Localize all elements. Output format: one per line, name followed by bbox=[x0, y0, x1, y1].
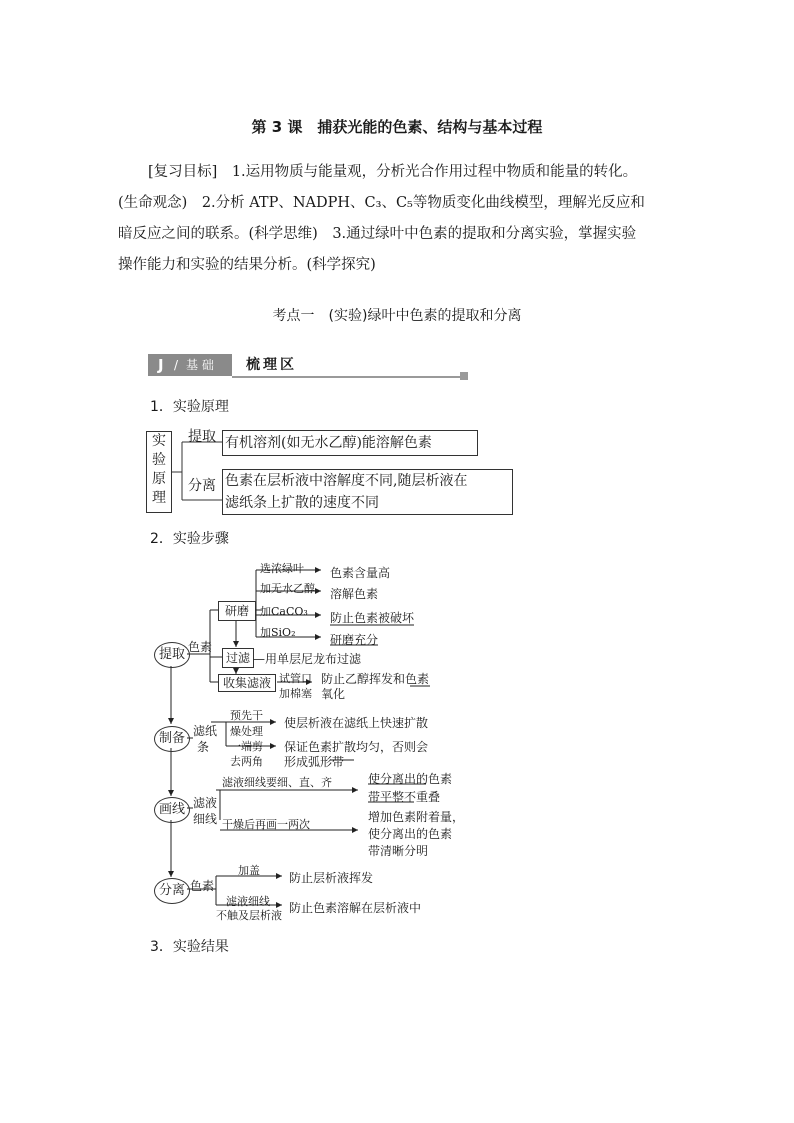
step-node-label: 分离 bbox=[158, 883, 185, 898]
filter-note: —用单层尼龙布过滤 bbox=[253, 652, 362, 666]
step-node-draw bbox=[154, 797, 190, 823]
step-node-separate bbox=[154, 878, 190, 904]
review-goals-line-4: 操作能力和实验的结果分析。(科学探究) bbox=[118, 257, 376, 273]
collect-result-1: 防止乙醇挥发和色素 bbox=[321, 672, 430, 686]
lesson-title: 第 3 课 捕获光能的色素、结构与基本过程 bbox=[251, 118, 543, 136]
extract-result: 溶解色素 bbox=[330, 587, 379, 601]
heading-principle: 1．实验原理 bbox=[150, 399, 229, 415]
step-node-label: 制备 bbox=[158, 731, 185, 746]
extract-branch-label: 色素 bbox=[188, 640, 213, 654]
principle-separate-line-1: 色素在层析液中溶解度不同,随层析液在 bbox=[225, 473, 468, 489]
banner-tag-letter: J bbox=[158, 356, 164, 374]
principle-extract-text: 有机溶剂(如无水乙醇)能溶解色素 bbox=[225, 435, 432, 451]
draw-cond-1: 滤液细线要细、直、齐 bbox=[222, 776, 332, 789]
prepare-result-2a: 保证色素扩散均匀，否则会 bbox=[284, 740, 429, 754]
collect-result-2: 氧化 bbox=[321, 687, 346, 701]
principle-root-char: 验 bbox=[152, 452, 166, 468]
collect-label: 收集滤液 bbox=[222, 676, 271, 690]
filter-label: 过滤 bbox=[225, 651, 250, 665]
draw-result-2b: 使分离出的色素 bbox=[368, 827, 453, 841]
principle-separate-label: 分离 bbox=[188, 478, 216, 494]
step-node-label: 画线 bbox=[158, 802, 185, 817]
prepare-branch-2: 条 bbox=[197, 740, 210, 754]
draw-branch-1: 滤液 bbox=[193, 796, 218, 810]
grind-label: 研磨 bbox=[224, 604, 249, 618]
extract-result: 色素含量高 bbox=[330, 566, 391, 580]
draw-result-1b: 带平整不重叠 bbox=[368, 790, 441, 804]
review-goals-line-2: (生命观念) 2.分析 ATP、NADPH、C₃、C₅等物质变化曲线模型，理解光反应和 bbox=[118, 195, 645, 211]
filter-box bbox=[222, 648, 254, 668]
principle-separate-line-2: 滤纸条上扩散的速度不同 bbox=[225, 495, 379, 511]
draw-result-1a: 使分离出的色素 bbox=[368, 772, 453, 786]
heading-steps: 2．实验步骤 bbox=[150, 531, 229, 547]
prepare-cond-2b: 去两角 bbox=[230, 755, 263, 768]
prepare-cond-1a: 预先干 bbox=[230, 709, 263, 722]
step-node-prepare bbox=[154, 726, 190, 752]
principle-root-char: 理 bbox=[152, 490, 166, 506]
separate-cond-2a: 滤液细线 bbox=[226, 895, 270, 908]
heading-results: 3．实验结果 bbox=[150, 939, 229, 955]
principle-root-char: 原 bbox=[152, 471, 166, 487]
separate-cond-2b: 不触及层析液 bbox=[216, 909, 282, 922]
collect-cond-1: 试管口 bbox=[279, 672, 312, 685]
extract-cond: 加SiO₂ bbox=[260, 626, 296, 639]
section-title: 考点一 (实验)绿叶中色素的提取和分离 bbox=[272, 308, 522, 324]
banner-label: 梳理区 bbox=[246, 357, 297, 373]
prepare-cond-2a: 一端剪 bbox=[230, 740, 263, 753]
draw-branch-2: 细线 bbox=[193, 812, 218, 826]
prepare-result-2b: 形成弧形带 bbox=[284, 755, 345, 769]
draw-result-2c: 带清晰分明 bbox=[368, 844, 429, 858]
separate-result-2: 防止色素溶解在层析液中 bbox=[289, 901, 422, 915]
principle-root-char: 实 bbox=[152, 433, 166, 449]
extract-cond: 加无水乙醇 bbox=[260, 582, 315, 595]
review-goals-line-1: [复习目标] 1.运用物质与能量观，分析光合作用过程中物质和能量的转化。 bbox=[148, 164, 638, 180]
separate-result-1: 防止层析液挥发 bbox=[289, 871, 374, 885]
step-node-label: 提取 bbox=[158, 647, 185, 662]
step-node-extract bbox=[154, 642, 190, 668]
prepare-cond-1b: 燥处理 bbox=[230, 725, 263, 738]
principle-extract-label: 提取 bbox=[188, 429, 216, 445]
extract-result: 防止色素被破坏 bbox=[330, 611, 415, 625]
banner-tag-text: 基 础 bbox=[186, 358, 214, 372]
collect-box bbox=[218, 674, 276, 692]
extract-cond: 加CaCO₃ bbox=[260, 605, 308, 618]
prepare-branch-1: 滤纸 bbox=[193, 724, 218, 738]
extract-result: 研磨充分 bbox=[330, 633, 379, 647]
draw-result-2a: 增加色素附着量， bbox=[368, 810, 465, 824]
separate-cond-1: 加盖 bbox=[238, 864, 260, 877]
collect-cond-2: 加棉塞 bbox=[279, 687, 312, 700]
prepare-result-1: 使层析液在滤纸上快速扩散 bbox=[284, 716, 429, 730]
extract-cond: 选浓绿叶 bbox=[260, 562, 304, 575]
draw-cond-2: 干燥后再画一两次 bbox=[222, 818, 310, 831]
grind-box bbox=[218, 601, 256, 621]
separate-branch: 色素 bbox=[190, 879, 215, 893]
banner-slash: / bbox=[174, 358, 179, 372]
review-goals-line-3: 暗反应之间的联系。(科学思维) 3.通过绿叶中色素的提取和分离实验，掌握实验 bbox=[118, 226, 637, 242]
